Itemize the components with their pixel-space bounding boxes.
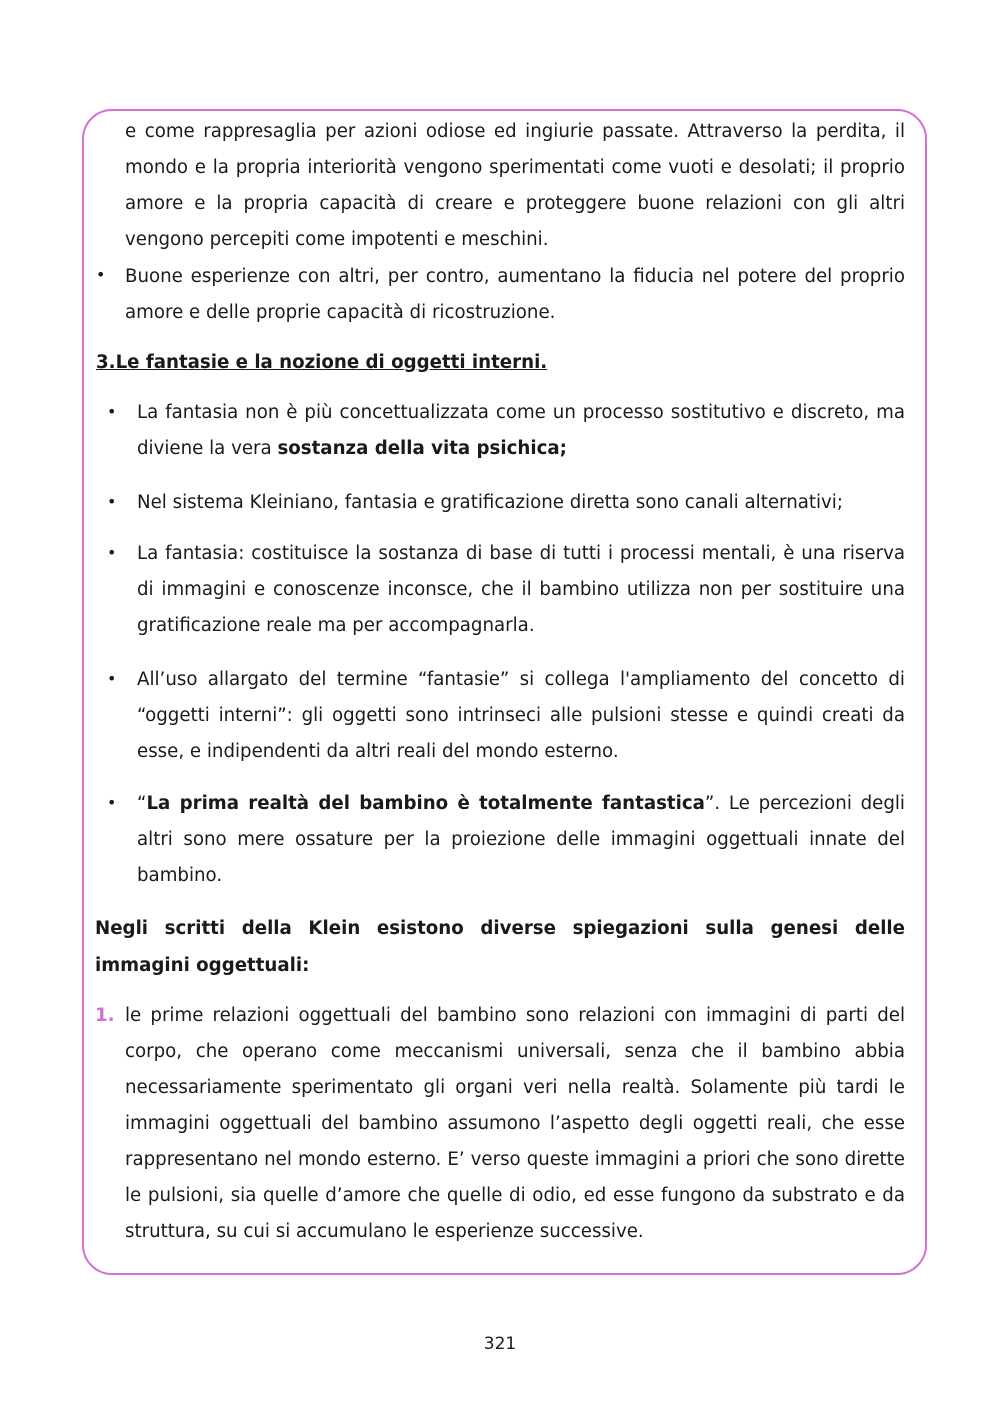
bullet-marker: • [107,793,117,812]
bullet-marker: • [107,492,117,511]
bullet-text: La fantasia: costituisce la sostanza di base di tutti i processi mentali, è una riserva di immagini e conoscenze inconsce, che il bambino utilizza non per sostituire una gratificazione reale ma per accompagnarla. [137,543,905,636]
bullet-text: “La prima realtà del bambino è totalmente fantastica”. Le percezioni degli altri sono mere ossature per la proiezione delle immagini oggettuali innate del bambino. [137,793,905,886]
numbered-item-text: le prime relazioni oggettuali del bambino sono relazioni con immagini di parti del corpo, che operano come meccanismi universali, senza che il bambino abbia necessariamente sperimentato gli organi veri nella realtà. Solamente più tardi le immagini oggettuali del bambino assumono l’aspetto degli oggetti reali, che esse rappresentano nel mondo esterno. E’ verso queste immagini a priori che sono dirette le pulsioni, sia quelle d’amore che quelle di odio, ed esse fungono da substrato e da struttura, su cui si accumulano le esperienze successive. [125,1005,905,1242]
numbered-marker: 1. [95,1005,115,1026]
bullet-text: Nel sistema Kleiniano, fantasia e gratificazione diretta sono canali alternativi; [137,492,843,513]
bullet-marker: • [107,669,117,688]
section-heading: 3.Le fantasie e la nozione di oggetti interni. [96,352,548,373]
page-number: 321 [483,1334,517,1354]
bullet-text: La fantasia non è più concettualizzata come un processo sostitutivo e discreto, ma diviene la vera sostanza della vita psichica; [137,402,905,459]
bullet-text: All’uso allargato del termine “fantasie” si collega l'ampliamento del concetto di “oggetti interni”: gli oggetti sono intrinseci alle pulsioni stesse e quindi creati da esse, e indipendenti da altri reali del mondo esterno. [137,669,905,762]
continuation-paragraph: e come rappresaglia per azioni odiose ed ingiurie passate. Attraverso la perdita, il mondo e la propria interiorità vengono sperimentati come vuoti e desolati; il proprio amore e la propria capacità di creare e proteggere buone relazioni con gli altri vengono percepiti come impotenti e meschini. [125,121,905,250]
bullet-marker: • [107,543,117,562]
bullet-marker: • [107,402,117,421]
bullet-text: Buone esperienze con altri, per contro, aumentano la fiducia nel potere del proprio amore e delle proprie capacità di ricostruzione. [125,266,905,323]
bold-paragraph: Negli scritti della Klein esistono diverse spiegazioni sulla genesi delle immagini oggettuali: [95,918,905,976]
bullet-marker: • [96,265,106,284]
